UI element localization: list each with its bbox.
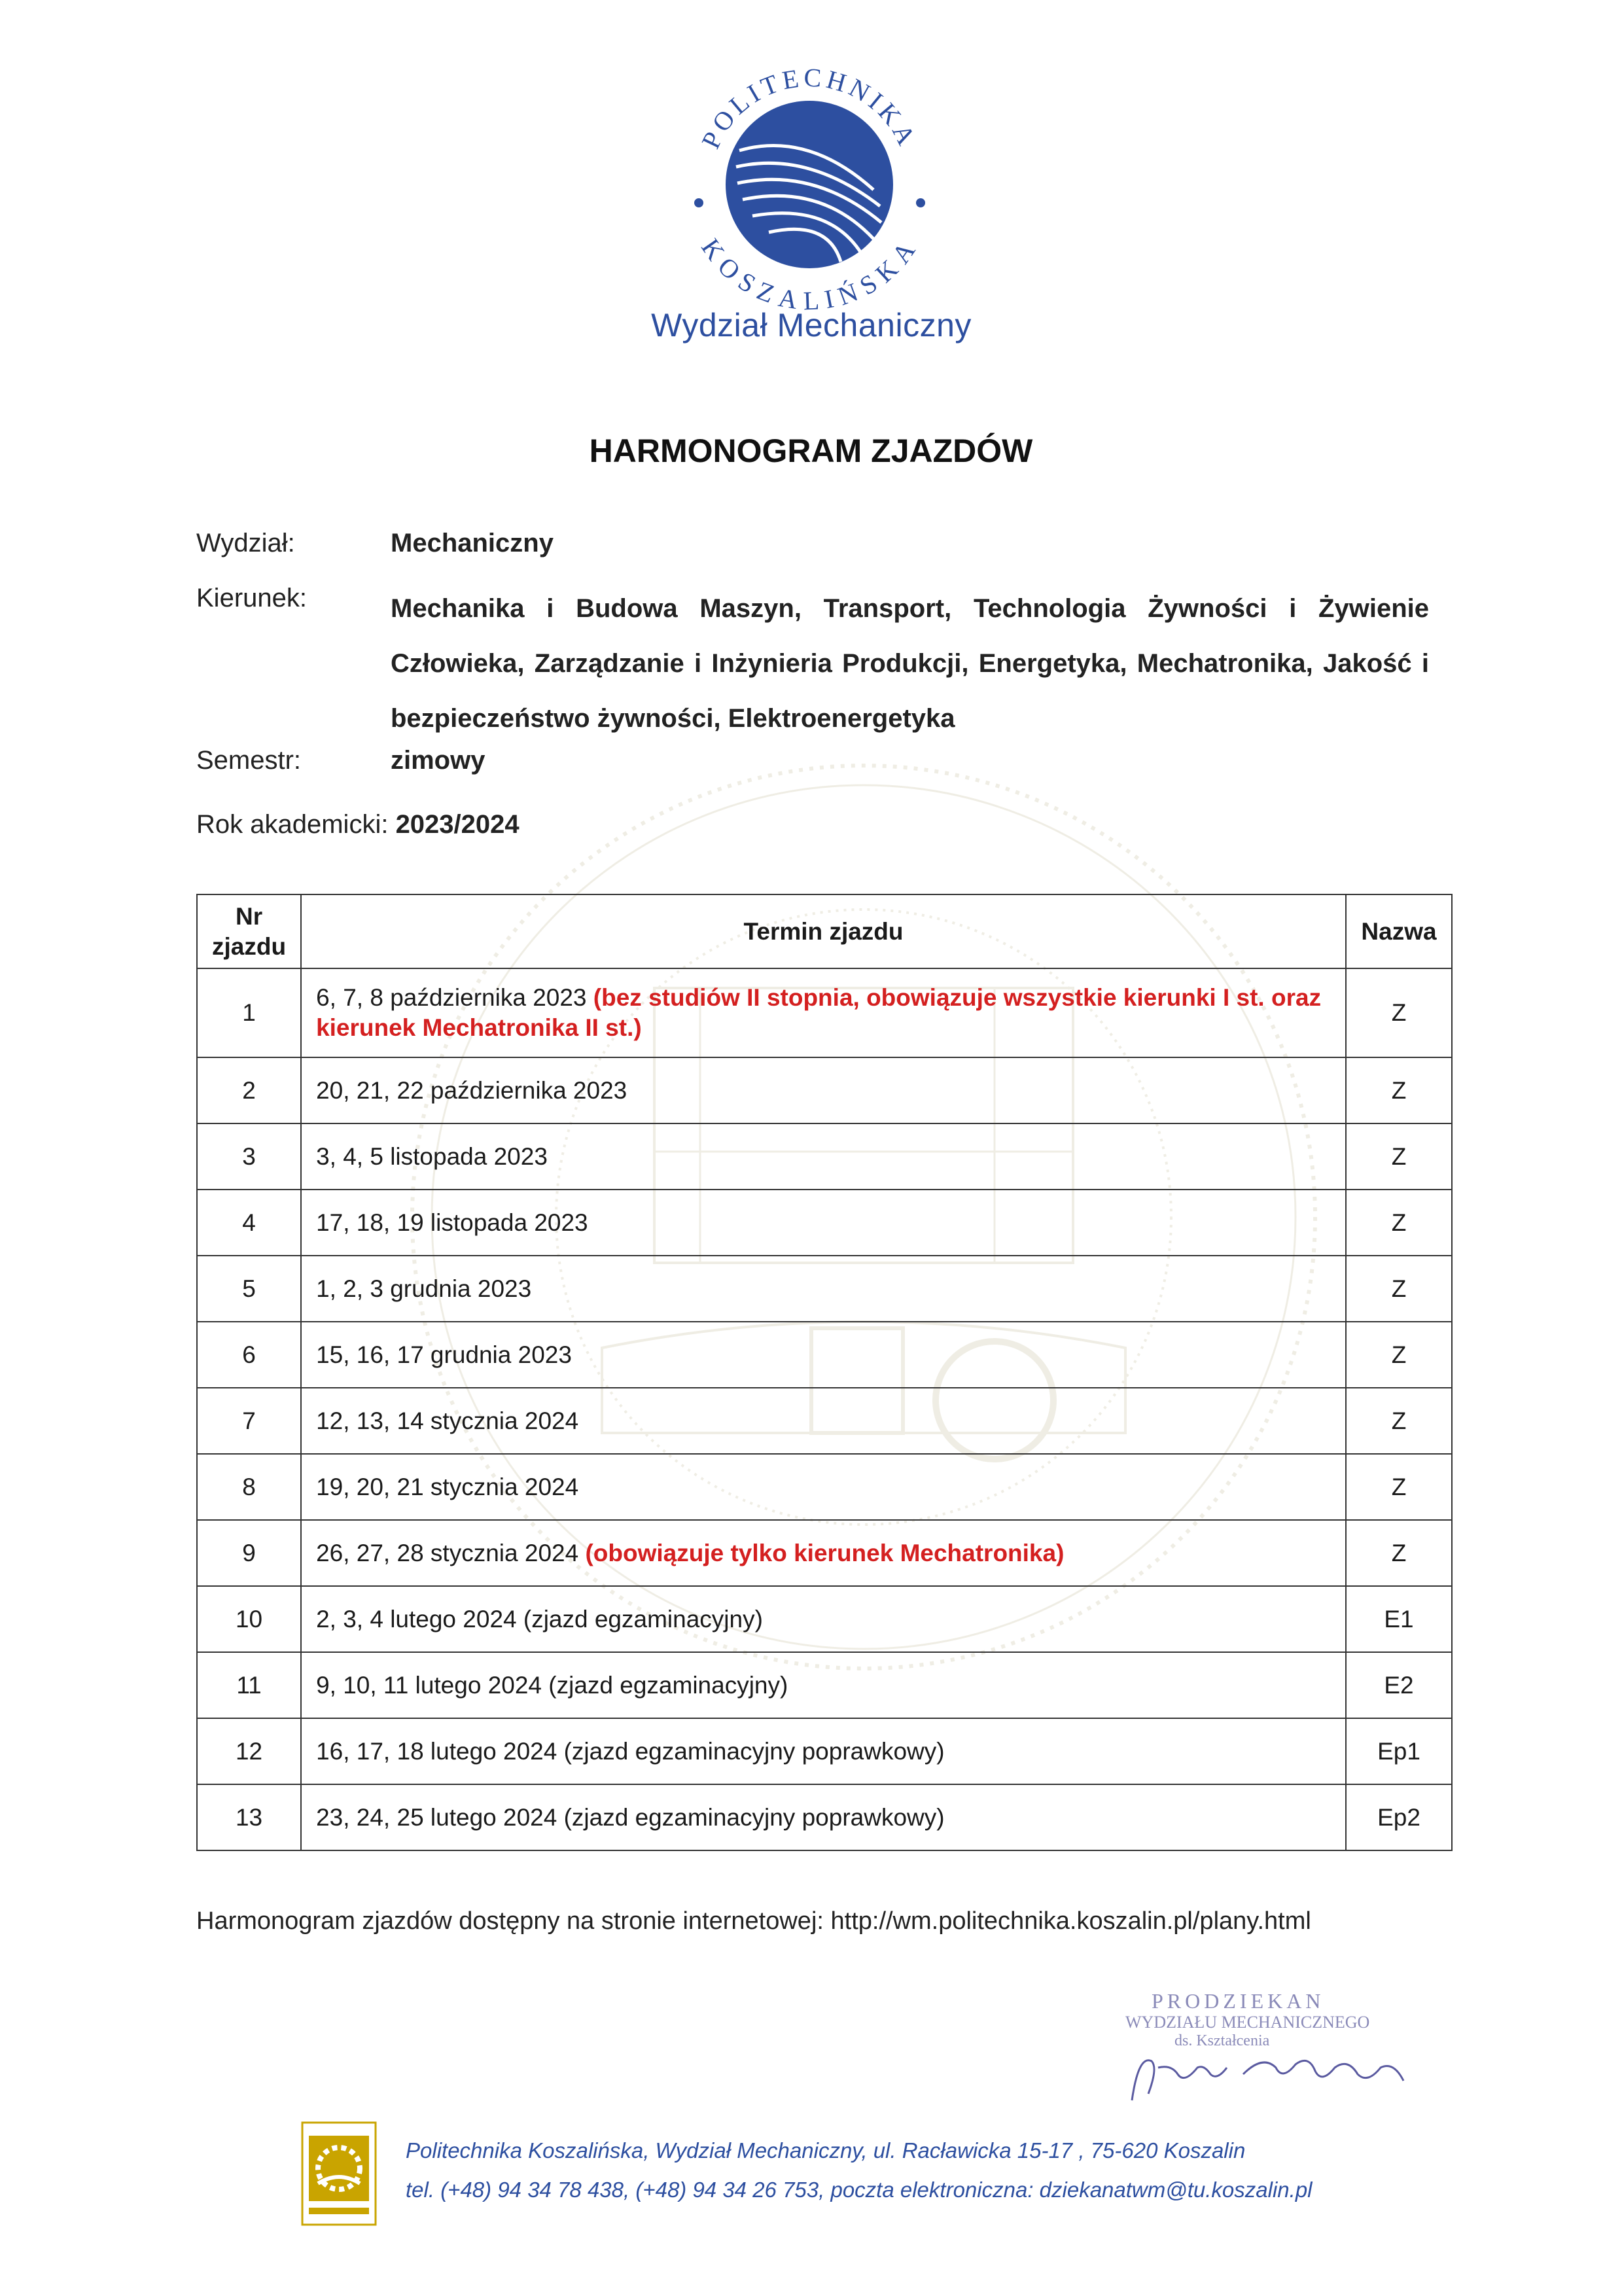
footer-faculty-logo xyxy=(301,2121,377,2226)
table-row xyxy=(197,1520,1452,1586)
cell-nazwa: Z xyxy=(1346,1057,1452,1123)
table-row xyxy=(197,1190,1452,1256)
table-row xyxy=(197,1784,1452,1850)
table-row xyxy=(197,1123,1452,1190)
cell-termin xyxy=(301,1123,1346,1190)
kierunek-label: Kierunek: xyxy=(196,584,307,612)
termin-text: 12, 13, 14 stycznia 2024 xyxy=(316,1407,579,1434)
cell-nazwa: Z xyxy=(1346,1123,1452,1190)
footer-contact: tel. (+48) 94 34 78 438, (+48) 94 34 26 753, poczta elektroniczna: dziekanatwm@tu.koszalin.pl xyxy=(406,2178,1313,2202)
cell-nr: 5 xyxy=(197,1256,301,1322)
cell-termin xyxy=(301,1784,1346,1850)
table-row xyxy=(197,1586,1452,1652)
cell-termin xyxy=(301,1057,1346,1123)
handwritten-signature xyxy=(1112,2028,1426,2113)
cell-termin xyxy=(301,1256,1346,1322)
table-row xyxy=(197,1718,1452,1784)
wydzial-label: Wydział: xyxy=(196,529,295,557)
logo-faculty-name: Wydział Mechaniczny xyxy=(651,307,972,344)
header-nr-line2: zjazdu xyxy=(212,932,287,960)
cell-nr: 6 xyxy=(197,1322,301,1388)
cell-nazwa: E2 xyxy=(1346,1652,1452,1718)
termin-text: 6, 7, 8 października 2023 xyxy=(316,984,587,1011)
cell-nazwa: Z xyxy=(1346,968,1452,1057)
rok-label: Rok akademicki: xyxy=(196,810,389,839)
termin-note: (bez studiów II stopnia, obowiązuje wszystkie kierunki I st. oraz kierunek Mechatronika II st.) xyxy=(316,984,1322,1041)
cell-termin xyxy=(301,1322,1346,1388)
termin-text: 23, 24, 25 lutego 2024 (zjazd egzaminacyjny poprawkowy) xyxy=(316,1803,945,1831)
termin-text: 2, 3, 4 lutego 2024 (zjazd egzaminacyjny) xyxy=(316,1605,763,1633)
cell-nr: 13 xyxy=(197,1784,301,1850)
table-row xyxy=(197,1256,1452,1322)
header-nr xyxy=(197,894,301,968)
header-nazwa: Nazwa xyxy=(1346,894,1452,968)
cell-nr: 12 xyxy=(197,1718,301,1784)
document-title: HARMONOGRAM ZJAZDÓW xyxy=(589,433,1033,469)
termin-text: 16, 17, 18 lutego 2024 (zjazd egzaminacyjny poprawkowy) xyxy=(316,1737,945,1765)
cell-termin xyxy=(301,1652,1346,1718)
cell-nazwa: E1 xyxy=(1346,1586,1452,1652)
rok-value: 2023/2024 xyxy=(395,810,520,839)
rok-akademicki-row xyxy=(196,810,520,839)
cell-termin xyxy=(301,1454,1346,1520)
cell-termin xyxy=(301,968,1346,1057)
logo-arc-bottom: KOSZALIŃSKA xyxy=(696,233,923,316)
cell-termin xyxy=(301,1718,1346,1784)
table-row xyxy=(197,1322,1452,1388)
termin-text: 1, 2, 3 grudnia 2023 xyxy=(316,1275,532,1302)
termin-text: 26, 27, 28 stycznia 2024 xyxy=(316,1539,579,1566)
cell-nazwa: Z xyxy=(1346,1388,1452,1454)
termin-text: 9, 10, 11 lutego 2024 (zjazd egzaminacyjny) xyxy=(316,1671,788,1699)
cell-nr: 8 xyxy=(197,1454,301,1520)
termin-text: 15, 16, 17 grudnia 2023 xyxy=(316,1341,572,1368)
signature-stamp xyxy=(1112,1989,1426,2120)
table-row xyxy=(197,1057,1452,1123)
table-row xyxy=(197,968,1452,1057)
cell-nr: 7 xyxy=(197,1388,301,1454)
table-header-row xyxy=(197,894,1452,968)
cell-termin xyxy=(301,1520,1346,1586)
cell-nr: 1 xyxy=(197,968,301,1057)
termin-text: 19, 20, 21 stycznia 2024 xyxy=(316,1473,579,1500)
table-body xyxy=(197,968,1452,1850)
cell-nr: 4 xyxy=(197,1190,301,1256)
cell-nazwa: Z xyxy=(1346,1322,1452,1388)
termin-text: 20, 21, 22 października 2023 xyxy=(316,1076,627,1104)
cell-termin xyxy=(301,1388,1346,1454)
semestr-label: Semestr: xyxy=(196,746,302,775)
cell-nr: 9 xyxy=(197,1520,301,1586)
cell-nazwa: Z xyxy=(1346,1454,1452,1520)
table-row xyxy=(197,1652,1452,1718)
cell-nazwa: Ep2 xyxy=(1346,1784,1452,1850)
footer-note: Harmonogram zjazdów dostępny na stronie internetowej: http://wm.politechnika.koszalin.pl/plany.html xyxy=(196,1907,1311,1935)
footer-address: Politechnika Koszalińska, Wydział Mechaniczny, ul. Racławicka 15-17 , 75-620 Koszalin xyxy=(406,2138,1246,2163)
cell-nazwa: Z xyxy=(1346,1520,1452,1586)
university-logo xyxy=(677,52,942,317)
cell-nr: 2 xyxy=(197,1057,301,1123)
stamp-line-3: ds. Kształcenia xyxy=(1174,2032,1270,2049)
wydzial-value: Mechaniczny xyxy=(391,529,554,557)
header-nr-line1: Nr xyxy=(235,902,263,930)
cell-nr: 3 xyxy=(197,1123,301,1190)
stamp-line-2: WYDZIAŁU MECHANICZNEGO xyxy=(1125,2013,1370,2032)
table-row xyxy=(197,1454,1452,1520)
cell-termin xyxy=(301,1190,1346,1256)
cell-nazwa: Ep1 xyxy=(1346,1718,1452,1784)
cell-termin xyxy=(301,1586,1346,1652)
cell-nr: 11 xyxy=(197,1652,301,1718)
stamp-line-1: PRODZIEKAN xyxy=(1152,1989,1325,2013)
cell-nazwa: Z xyxy=(1346,1190,1452,1256)
cell-nazwa: Z xyxy=(1346,1256,1452,1322)
cell-nr: 10 xyxy=(197,1586,301,1652)
termin-text: 3, 4, 5 listopada 2023 xyxy=(316,1142,548,1170)
termin-note: (obowiązuje tylko kierunek Mechatronika) xyxy=(585,1539,1065,1566)
semestr-value: zimowy xyxy=(391,746,485,775)
header-termin: Termin zjazdu xyxy=(301,894,1346,968)
schedule-table xyxy=(196,894,1453,1851)
termin-text: 17, 18, 19 listopada 2023 xyxy=(316,1209,588,1236)
table-row xyxy=(197,1388,1452,1454)
logo-arc-top: POLITECHNIKA xyxy=(696,62,923,153)
kierunek-value: Mechanika i Budowa Maszyn, Transport, Technologia Żywności i Żywienie Człowieka, Zarządzanie i Inżynieria Produkcji, Energetyka, Mechatronika, Jakość i bezpieczeństwo żywności, Elektroenergetyka xyxy=(391,594,1429,733)
